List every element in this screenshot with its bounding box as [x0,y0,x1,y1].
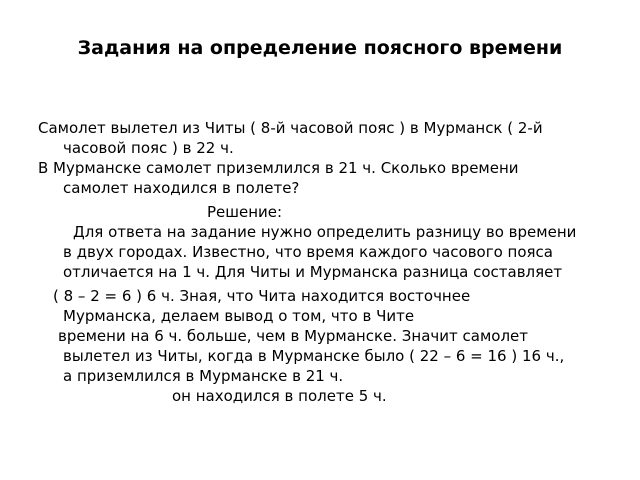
solution-line-6: времени на 6 ч. больше, чем в Мурманске. Значит самолет [58,327,529,345]
task-line-1: Самолет вылетел из Читы ( 8-й часовой пояс ) в Мурманск ( 2-й [38,119,543,137]
solution-line-5: Мурманска, делаем вывод о том, что в Чите [63,307,415,325]
slide-title: Задания на определение поясного времени [77,37,563,59]
task-line-4: самолет находился в полете? [63,179,300,197]
task-line-3: В Мурманске самолет приземлился в 21 ч. Сколько времени [38,159,519,177]
solution-line-3: отличается на 1 ч. Для Читы и Мурманска разница составляет [63,263,563,281]
answer-line: он находился в полете 5 ч. [172,387,387,405]
solution-line-7: вылетел из Читы, когда в Мурманске было ( 22 – 6 = 16 ) 16 ч., [63,347,565,365]
solution-label: Решение: [207,203,283,221]
solution-line-1: Для ответа на задание нужно определить разницу во времени [73,223,577,241]
solution-line-4: ( 8 – 2 = 6 ) 6 ч. Зная, что Чита находится восточнее [53,287,471,305]
task-line-2: часовой пояс ) в 22 ч. [63,139,234,157]
solution-line-2: в двух городах. Известно, что время каждого часового пояса [63,243,553,261]
solution-line-8: а приземлился в Мурманске в 21 ч. [63,367,344,385]
